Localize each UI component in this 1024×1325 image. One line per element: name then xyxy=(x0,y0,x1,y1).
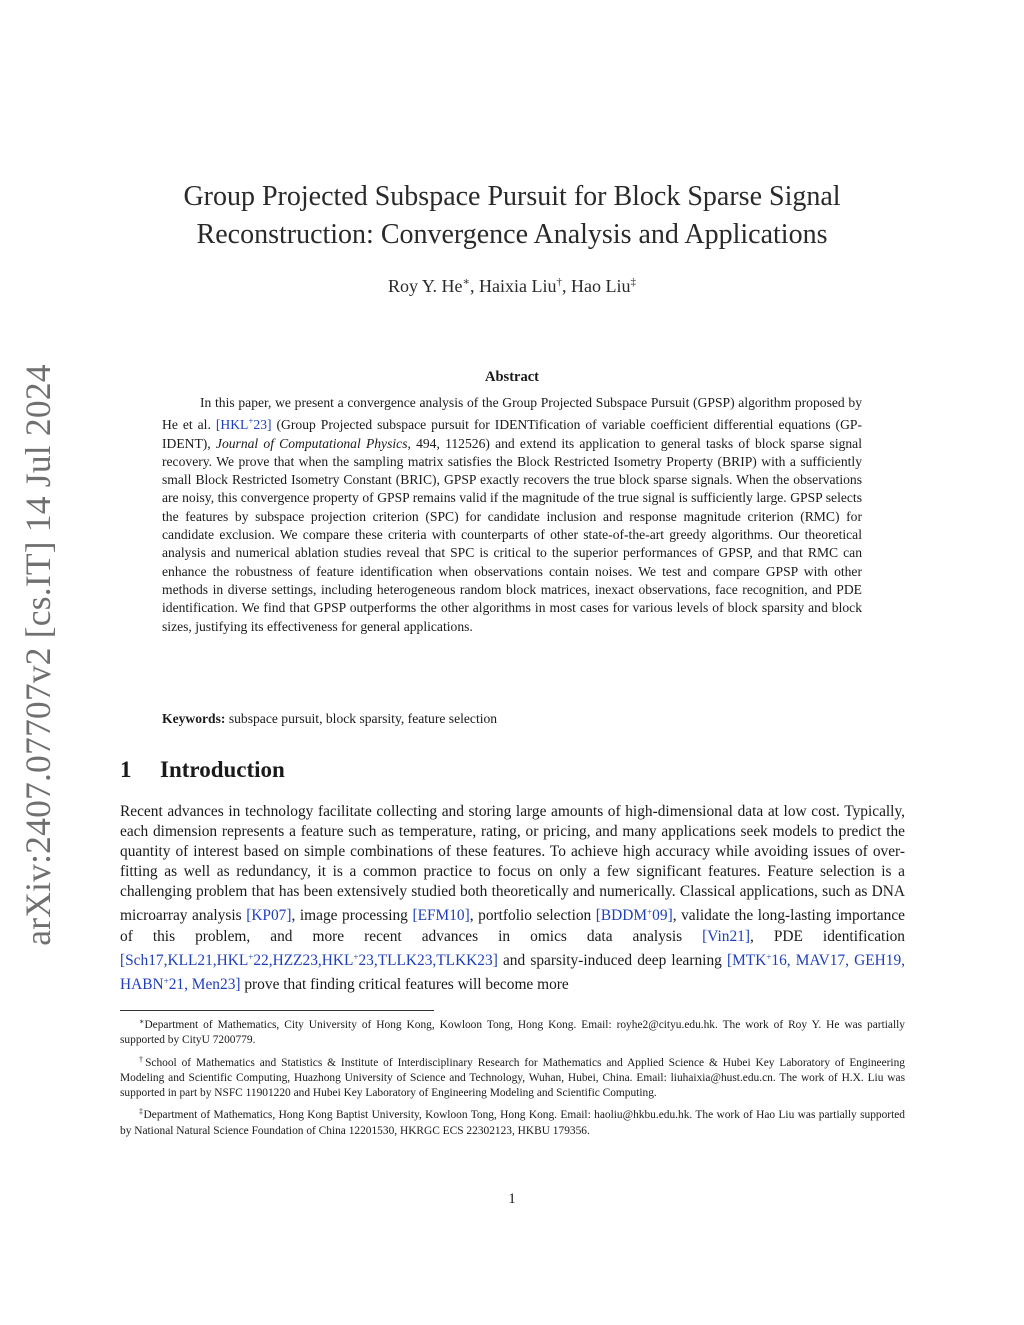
paper-title xyxy=(0,178,1024,254)
footnotes xyxy=(120,1014,905,1142)
citation-link[interactable] xyxy=(796,952,854,969)
page-number: 1 xyxy=(508,1191,516,1207)
citation-link[interactable] xyxy=(596,907,673,924)
citation-sup: + xyxy=(163,975,169,986)
citation-link[interactable] xyxy=(378,952,437,969)
title-line-2: Reconstruction: Convergence Analysis and Applications xyxy=(196,219,828,250)
citation-link[interactable] xyxy=(246,907,291,924)
introduction-paragraph xyxy=(120,802,905,995)
footnote-text: School of Mathematics and Statistics & Institute of Interdisciplinary Research for Mathematics and Applied Science & Hubei Key Laboratory of Engineering Modeling and Scientific Computing, Huazhong University of Science and Technology, Wuhan, Hubei, China. Email: liuhaixia@hust.edu.cn. The work of H.X. Liu was supported in part by NSFC 11901220 and Hubei Key Laboratory of Engineering Modeling and Scientific Computing. xyxy=(120,1056,905,1100)
intro-text: prove that finding critical features will become more xyxy=(240,975,569,993)
citation-sup: + xyxy=(248,951,254,962)
citation-link[interactable] xyxy=(702,928,750,945)
author-name: Haixia Liu xyxy=(479,276,557,296)
section-heading xyxy=(120,757,285,783)
footnote-mark: ∗ xyxy=(139,1017,145,1026)
citation-base: MAV17, xyxy=(795,951,855,969)
citation-base: TLLK23, xyxy=(377,951,437,969)
footnote xyxy=(120,1052,905,1102)
citation-sup: + xyxy=(353,951,359,962)
footnote xyxy=(120,1104,905,1139)
citation-end: 21, xyxy=(168,975,192,993)
citation-base: [Vin21] xyxy=(702,927,750,945)
citation-link[interactable] xyxy=(217,952,273,969)
intro-text: , PDE identification xyxy=(749,927,905,945)
keywords-text: subspace pursuit, block sparsity, feature selection xyxy=(225,711,498,726)
citation-link[interactable] xyxy=(192,976,241,993)
citation-base: [Sch17, xyxy=(120,951,168,969)
intro-text: , image processing xyxy=(291,907,413,925)
citation-base: [BDDM xyxy=(595,907,648,925)
intro-text: , portfolio selection xyxy=(469,907,596,925)
citation-base: KLL21, xyxy=(167,951,217,969)
abstract-part-2: (Group Projected subspace pursuit for IDENTification of variable coefficient differential equations (GP-IDENT), xyxy=(162,417,862,451)
citation-sup: + xyxy=(766,951,772,962)
author-footnote-mark[interactable]: † xyxy=(556,276,562,288)
arxiv-identifier-stamp: arXiv:2407.07707v2 [cs.IT] 14 Jul 2024 xyxy=(18,364,58,946)
footnote-mark: ‡ xyxy=(139,1107,144,1117)
citation-sup: + xyxy=(248,416,254,427)
abstract-heading: Abstract xyxy=(485,369,539,385)
section-title: Introduction xyxy=(160,757,285,782)
citation-end: 22, xyxy=(253,951,273,969)
keywords xyxy=(162,711,862,727)
author-name: Roy Y. He xyxy=(388,276,463,296)
citation-link[interactable] xyxy=(727,952,796,969)
keywords-label: Keywords: xyxy=(162,711,226,726)
citation-base: HKL xyxy=(321,951,354,969)
footnote-divider xyxy=(120,1010,434,1011)
citation-link[interactable] xyxy=(167,952,216,969)
footnote-text: Department of Mathematics, Hong Kong Baptist University, Kowloon Tong, Hong Kong. Email: haoliu@hkbu.edu.hk. The work of Hao Liu was partially supported by National Natural Science Foundation of China 12201530, HKRGC ECS 22302123, HKBU 179356. xyxy=(120,1109,905,1137)
author-list xyxy=(0,275,1024,297)
author-separator: , xyxy=(470,276,480,296)
journal-name: Journal of Computational Physics xyxy=(215,435,408,451)
author-footnote-mark[interactable]: ∗ xyxy=(462,276,471,288)
author-separator: , xyxy=(562,276,571,296)
citation-link[interactable] xyxy=(273,952,322,969)
citation-link[interactable] xyxy=(120,976,192,993)
citation-sup: + xyxy=(647,907,653,918)
citation-base: [EFM10] xyxy=(412,907,470,925)
intro-text: and sparsity-induced deep learning xyxy=(497,951,727,969)
citation-base: [HKL xyxy=(215,417,249,433)
citation-link[interactable] xyxy=(412,907,469,924)
title-line-1: Group Projected Subspace Pursuit for Block Sparse Signal xyxy=(183,181,841,212)
citation-end: 23, xyxy=(358,951,378,969)
intro-text: Recent advances in technology facilitate collecting and storing large amounts of high-dimensional data at low cost. Typically, each dimension represents a feature such as temperature, rating, or pricing, and many applications seek models to predict the quantity of interest based on simple combinations of these features. To achieve high accuracy while avoiding issues of over-fitting as well as redundancy, it is a common practice to focus on only a few significant features. Feature selection is a challenging problem that has been extensively studied both theoretically and numerically. Classical applications, such as DNA microarray analysis xyxy=(120,803,905,925)
citation-link[interactable] xyxy=(436,952,498,969)
citation-end: 16, xyxy=(771,951,796,969)
author-footnote-mark[interactable]: ‡ xyxy=(630,276,636,288)
citation-end: 09] xyxy=(652,907,673,925)
citation-base: Men23] xyxy=(191,975,241,993)
citation-link[interactable] xyxy=(854,952,905,969)
footnote-mark: † xyxy=(139,1054,146,1064)
citation-base: HABN xyxy=(120,975,164,993)
citation-base: GEH19, xyxy=(854,951,905,969)
abstract-text xyxy=(162,394,862,636)
citation-end: 23] xyxy=(253,417,272,433)
abstract-part-3: , 494, 112526) and extend its application to general tasks of block sparse signal recovery. We prove that when the sampling matrix satisfies the Block Restricted Isometry Property (BRIP) with a sufficiently small Block Restricted Isometry Constant (BRIC), GPSP exactly recovers the true block sparse signals. When the observations are noisy, this convergence property of GPSP remains valid if the magnitude of the true signal is sufficiently large. GPSP selects the features by subspace projection criterion (SPC) for candidate inclusion and response magnitude criterion (RMC) for candidate exclusion. We compare these criteria with counterparts of other state-of-the-art greedy algorithms. Our theoretical analysis and numerical ablation studies reveal that SPC is critical to the superior performances of GPSP, and that RMC can enhance the robustness of feature identification when observations contain noises. We test and compare GPSP with other methods in diverse settings, including heterogeneous random block matrices, inexact observations, face recognition, and PDE identification. We find that GPSP outperforms the other algorithms in most cases for various levels of block sparsity and block sizes, justifying its effectiveness for general applications. xyxy=(162,435,862,634)
citation-base: [MTK xyxy=(727,951,767,969)
section-number: 1 xyxy=(120,757,132,782)
intro-text: , validate the long-lasting importance of this problem, and more recent advances in omics data analysis xyxy=(120,907,905,945)
citation-link[interactable] xyxy=(120,952,167,969)
abstract-part-1: In this paper, we present a convergence analysis of the Group Projected Subspace Pursuit (GPSP) algorithm proposed by He et al. xyxy=(162,395,862,433)
footnote-text: Department of Mathematics, City University of Hong Kong, Kowloon Tong, Hong Kong. Email: royhe2@cityu.edu.hk. The work of Roy Y. He was partially supported by CityU 7200779. xyxy=(120,1019,905,1047)
citation-link[interactable] xyxy=(322,952,378,969)
citation-base: HZZ23, xyxy=(272,951,322,969)
citation-link[interactable] xyxy=(216,417,272,432)
citation-base: HKL xyxy=(216,951,249,969)
author-name: Hao Liu xyxy=(571,276,631,296)
citation-base: [KP07] xyxy=(246,907,292,925)
citation-base: TLKK23] xyxy=(436,951,498,969)
footnote xyxy=(120,1014,905,1049)
